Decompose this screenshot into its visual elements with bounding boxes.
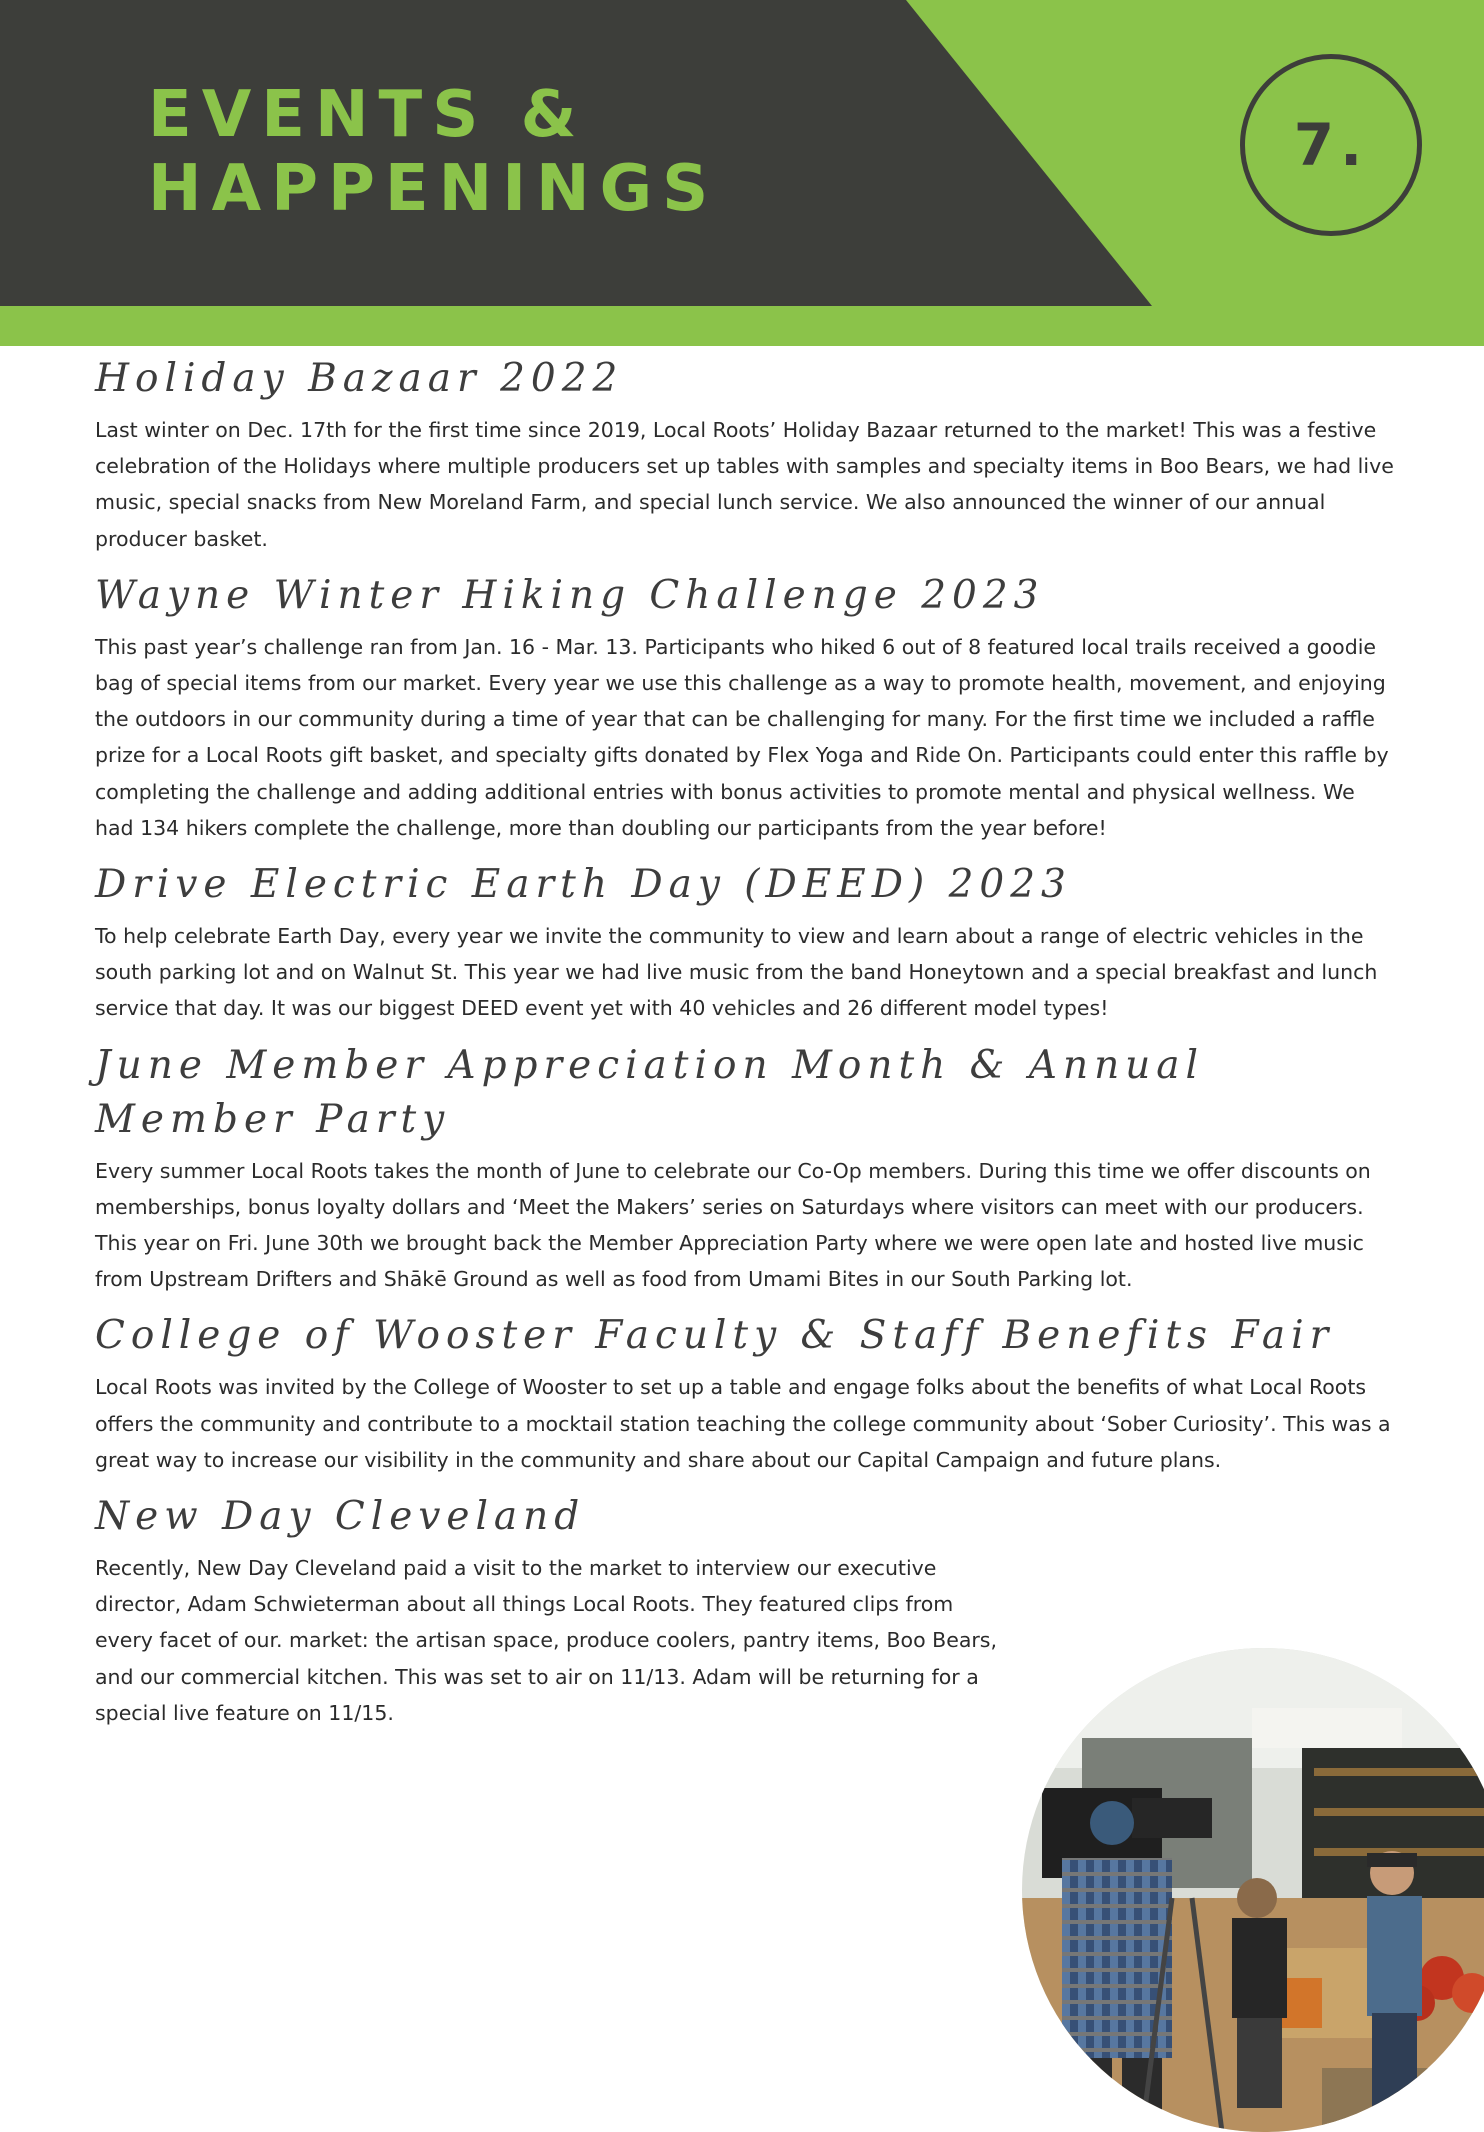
page-number: 7. (1293, 111, 1369, 179)
page-header (0, 0, 1484, 346)
page-title (148, 78, 718, 226)
section-body: Every summer Local Roots takes the month of June to celebrate our Co-Op members. During this time we offer discounts on memberships, bonus loyalty dollars and ‘Meet the Makers’ series on Saturdays where visitors can meet with our producers. This year on Fri. June 30th we brought back the Member Appreciation Party where we were open late and hosted live music from Upstream Drifters and Shākē Ground as well as food from Umami Bites in our South Parking lot. (95, 1158, 1371, 1292)
section-heading: Drive Electric Earth Day (DEED) 2023 (95, 862, 1072, 908)
section-benefits-fair (95, 1309, 1395, 1478)
section-heading: New Day Cleveland (95, 1494, 586, 1540)
section-body: Last winter on Dec. 17th for the first time since 2019, Local Roots’ Holiday Bazaar returned to the market! This was a festive celebration of the Holidays where multiple producers set up tables with samples and specialty items in Boo Bears, we had live music, special snacks from New Moreland Farm, and special lunch service. We also announced the winner of our annual producer basket. (95, 418, 1394, 551)
section-heading: June Member Appreciation Month & Annual Member Party (95, 1042, 1205, 1142)
section-member-appreciation (95, 1039, 1395, 1298)
section-body: This past year’s challenge ran from Jan. 16 - Mar. 13. Participants who hiked 6 out of 8 featured local trails received a goodie bag of special items from our market. Every year we use this challenge as a way to promote health, movement, and enjoying the outdoors in our community during a time of year that can be challenging for many. For the first time we included a raffle prize for a Local Roots gift basket, and specialty gifts donated by Flex Yoga and Ride On. Participants could enter this raffle by completing the challenge and adding additional entries with bonus activities to promote mental and physical wellness. We had 134 hikers complete the challenge, more than doubling our participants from the year before! (95, 634, 1389, 840)
section-body: Recently, New Day Cleveland paid a visit to the market to interview our executive director, Adam Schwieterman about all things Local Roots. They featured clips from every facet of our. market: the artisan space, produce coolers, pantry items, Boo Bears, and our commercial kitchen. This was set to air on 11/13. Adam will be returning for a special live feature on 11/15. (95, 1556, 997, 1725)
section-winter-hiking-challenge (95, 569, 1395, 846)
page-number-badge (1240, 54, 1422, 236)
interview-photo-illustration (1022, 1648, 1484, 2132)
page-title-line1: EVENTS & (148, 78, 587, 152)
interview-photo (1022, 1648, 1484, 2132)
page-title-line2: HAPPENINGS (148, 152, 719, 226)
section-heading: Wayne Winter Hiking Challenge 2023 (95, 572, 1045, 618)
section-drive-electric-earth-day (95, 858, 1395, 1027)
section-holiday-bazaar (95, 352, 1395, 557)
content-area (95, 352, 1395, 1743)
section-heading: College of Wooster Faculty & Staff Benefits Fair (95, 1313, 1335, 1359)
section-heading: Holiday Bazaar 2022 (95, 356, 624, 401)
section-body: Local Roots was invited by the College of Wooster to set up a table and engage folks about the benefits of what Local Roots offers the community and contribute to a mocktail station teaching the college community about ‘Sober Curiosity’. This was a great way to increase our visibility in the community and share about our Capital Campaign and future plans. (95, 1375, 1391, 1472)
section-body: To help celebrate Earth Day, every year we invite the community to view and learn about a range of electric vehicles in the south parking lot and on Walnut St. This year we had live music from the band Honeytown and a special breakfast and lunch service that day. It was our biggest DEED event yet with 40 vehicles and 26 different model types! (95, 924, 1378, 1021)
